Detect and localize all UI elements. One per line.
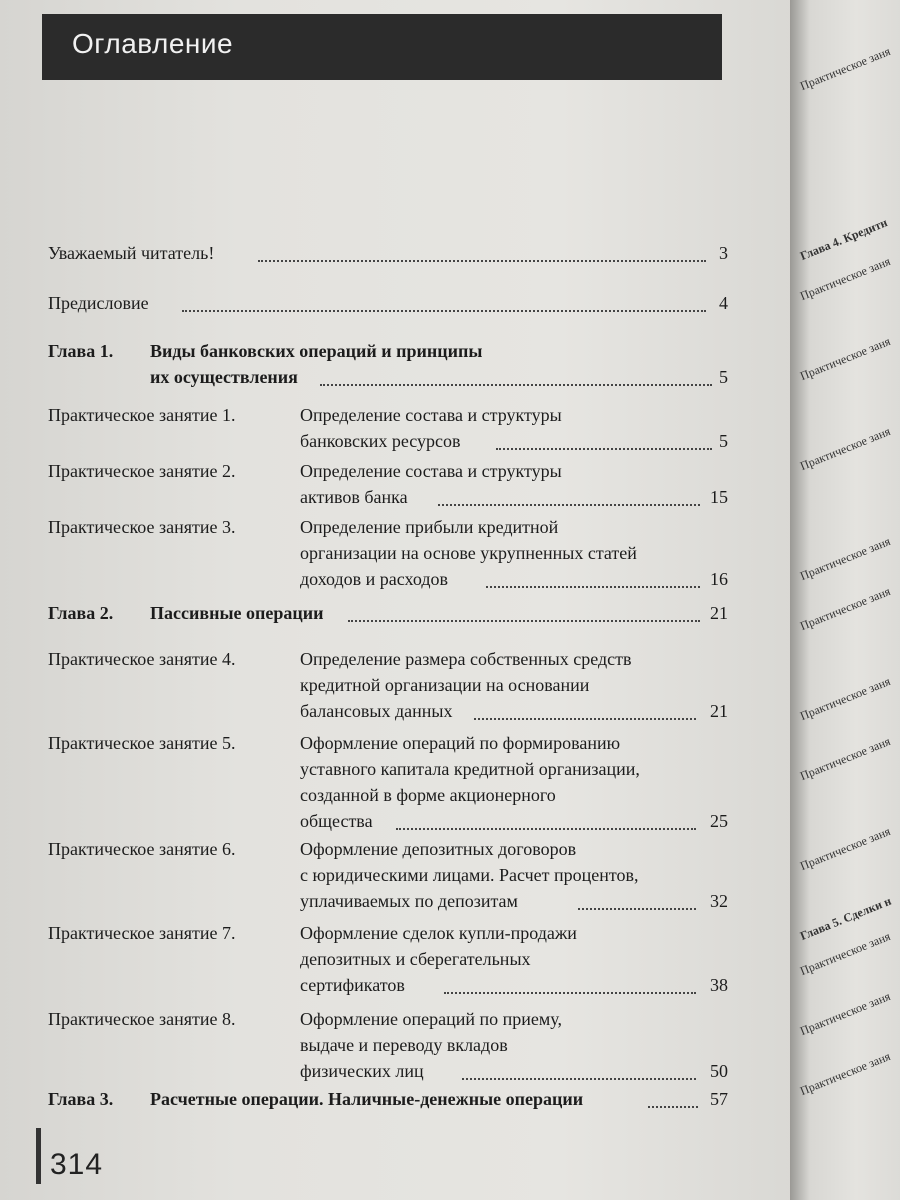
page-number-bar bbox=[36, 1128, 41, 1184]
toc-title-line: Определение состава и структуры bbox=[300, 405, 562, 425]
toc-label: Глава 3. bbox=[48, 1089, 114, 1109]
toc-title-line: Определение состава и структуры bbox=[300, 461, 562, 481]
toc-entry-practice-3 bbox=[48, 514, 728, 592]
right-page-item: Практическое заня bbox=[798, 674, 893, 723]
toc-title-line: Определение прибыли кредитной bbox=[300, 517, 559, 537]
right-page-item: Практическое заня bbox=[798, 1049, 893, 1098]
toc-entry-practice-5 bbox=[48, 730, 728, 834]
dot-leader bbox=[444, 992, 696, 994]
right-page-item: Практическое заня bbox=[798, 734, 893, 783]
dot-leader bbox=[438, 504, 700, 506]
toc-page-number: 21 bbox=[710, 701, 728, 721]
toc-title-line: созданной в форме акционерного bbox=[300, 785, 556, 805]
toc-page-number: 32 bbox=[710, 891, 728, 911]
toc-entry-preface bbox=[48, 290, 728, 316]
toc-label: Уважаемый читатель! bbox=[48, 243, 215, 263]
toc-page-number: 3 bbox=[719, 243, 728, 263]
dot-leader bbox=[320, 384, 712, 386]
toc-title-line: физических лиц bbox=[300, 1061, 424, 1081]
toc-entry-practice-2 bbox=[48, 458, 728, 510]
toc-entry-reader bbox=[48, 240, 728, 266]
toc-page-number: 38 bbox=[710, 975, 728, 995]
toc-title-line: уставного капитала кредитной организации, bbox=[300, 759, 640, 779]
toc-title-line: организации на основе укрупненных статей bbox=[300, 543, 637, 563]
toc-label: Практическое занятие 1. bbox=[48, 405, 236, 425]
dot-leader bbox=[182, 310, 706, 312]
page-title: Оглавление bbox=[72, 28, 234, 59]
dot-leader bbox=[486, 586, 700, 588]
dot-leader bbox=[396, 828, 696, 830]
toc-title-line: Определение размера собственных средств bbox=[300, 649, 632, 669]
toc-page-number: 15 bbox=[710, 487, 728, 507]
toc-title-line: Оформление операций по формированию bbox=[300, 733, 621, 753]
toc-page-number: 16 bbox=[710, 569, 728, 589]
right-page-edge bbox=[790, 0, 900, 1200]
toc-label: Практическое занятие 5. bbox=[48, 733, 236, 753]
toc-title-line: доходов и расходов bbox=[300, 569, 448, 589]
toc-title-line: общества bbox=[300, 811, 373, 831]
right-page-item: Практическое заня bbox=[798, 584, 893, 633]
toc-label: Практическое занятие 7. bbox=[48, 923, 236, 943]
toc-title-line: Оформление операций по приему, bbox=[300, 1009, 562, 1029]
dot-leader bbox=[648, 1106, 698, 1108]
toc-entry-practice-8 bbox=[48, 1006, 728, 1084]
header-bar bbox=[42, 14, 722, 80]
toc-title-line: с юридическими лицами. Расчет процентов, bbox=[300, 865, 639, 885]
dot-leader bbox=[348, 620, 700, 622]
toc-label: Практическое занятие 8. bbox=[48, 1009, 236, 1029]
right-page-chapter: Глава 4. Кредитн bbox=[798, 215, 890, 263]
toc-label: Практическое занятие 2. bbox=[48, 461, 236, 481]
toc-page-number: 25 bbox=[710, 811, 728, 831]
right-page-item: Практическое заня bbox=[798, 334, 893, 383]
dot-leader bbox=[496, 448, 712, 450]
toc-title-line: депозитных и сберегательных bbox=[300, 949, 531, 969]
toc-entry-practice-6 bbox=[48, 836, 728, 914]
toc-entry-practice-4 bbox=[48, 646, 728, 724]
right-page-item: Практическое заня bbox=[798, 824, 893, 873]
page-number: 314 bbox=[50, 1148, 104, 1181]
toc-entry-practice-7 bbox=[48, 920, 728, 998]
right-page-item: Практическое заня bbox=[798, 424, 893, 473]
toc-title-line: Пассивные операции bbox=[150, 603, 324, 623]
toc-title-line: Оформление сделок купли-продажи bbox=[300, 923, 577, 943]
right-page-item: Практическое заня bbox=[798, 534, 893, 583]
toc-title-line: банковских ресурсов bbox=[300, 431, 461, 451]
toc-title-line: выдаче и переводу вкладов bbox=[300, 1035, 508, 1055]
toc-title-line: сертификатов bbox=[300, 975, 405, 995]
toc-page-number: 5 bbox=[719, 431, 728, 451]
toc-title-line: уплачиваемых по депозитам bbox=[300, 891, 518, 911]
right-page-chapter: Глава 5. Сделки н bbox=[798, 893, 894, 943]
toc-title-line: Виды банковских операций и принципы bbox=[150, 341, 483, 361]
dot-leader bbox=[474, 718, 696, 720]
toc-title-line: Оформление депозитных договоров bbox=[300, 839, 577, 859]
toc-label: Предисловие bbox=[48, 293, 149, 313]
toc-label: Практическое занятие 4. bbox=[48, 649, 236, 669]
dot-leader bbox=[258, 260, 706, 262]
toc-page-number: 5 bbox=[719, 367, 728, 387]
toc-title-line: активов банка bbox=[300, 487, 408, 507]
toc-title-line: кредитной организации на основании bbox=[300, 675, 590, 695]
toc-page-number: 57 bbox=[710, 1089, 728, 1109]
toc-page-number: 21 bbox=[710, 603, 728, 623]
right-page-item: Практическое заня bbox=[798, 929, 893, 978]
toc-title-line: их осуществления bbox=[150, 367, 298, 387]
toc-entry-practice-1 bbox=[48, 402, 728, 454]
right-page-item: Практическое заня bbox=[798, 44, 893, 93]
toc-label: Практическое занятие 3. bbox=[48, 517, 236, 537]
toc-title-line: Расчетные операции. Наличные-денежные операции bbox=[150, 1089, 584, 1109]
toc-label: Глава 1. bbox=[48, 341, 114, 361]
right-page-item: Практическое заня bbox=[798, 989, 893, 1038]
toc-entry-chapter-2 bbox=[48, 600, 728, 626]
dot-leader bbox=[578, 908, 696, 910]
right-page-item: Практическое заня bbox=[798, 254, 893, 303]
toc-page-number: 4 bbox=[719, 293, 728, 313]
toc-label: Глава 2. bbox=[48, 603, 114, 623]
toc-entry-chapter-3 bbox=[48, 1086, 728, 1112]
toc-title-line: балансовых данных bbox=[300, 701, 453, 721]
toc-entry-chapter-1 bbox=[48, 338, 728, 390]
dot-leader bbox=[462, 1078, 696, 1080]
toc-page-number: 50 bbox=[710, 1061, 728, 1081]
toc-label: Практическое занятие 6. bbox=[48, 839, 236, 859]
